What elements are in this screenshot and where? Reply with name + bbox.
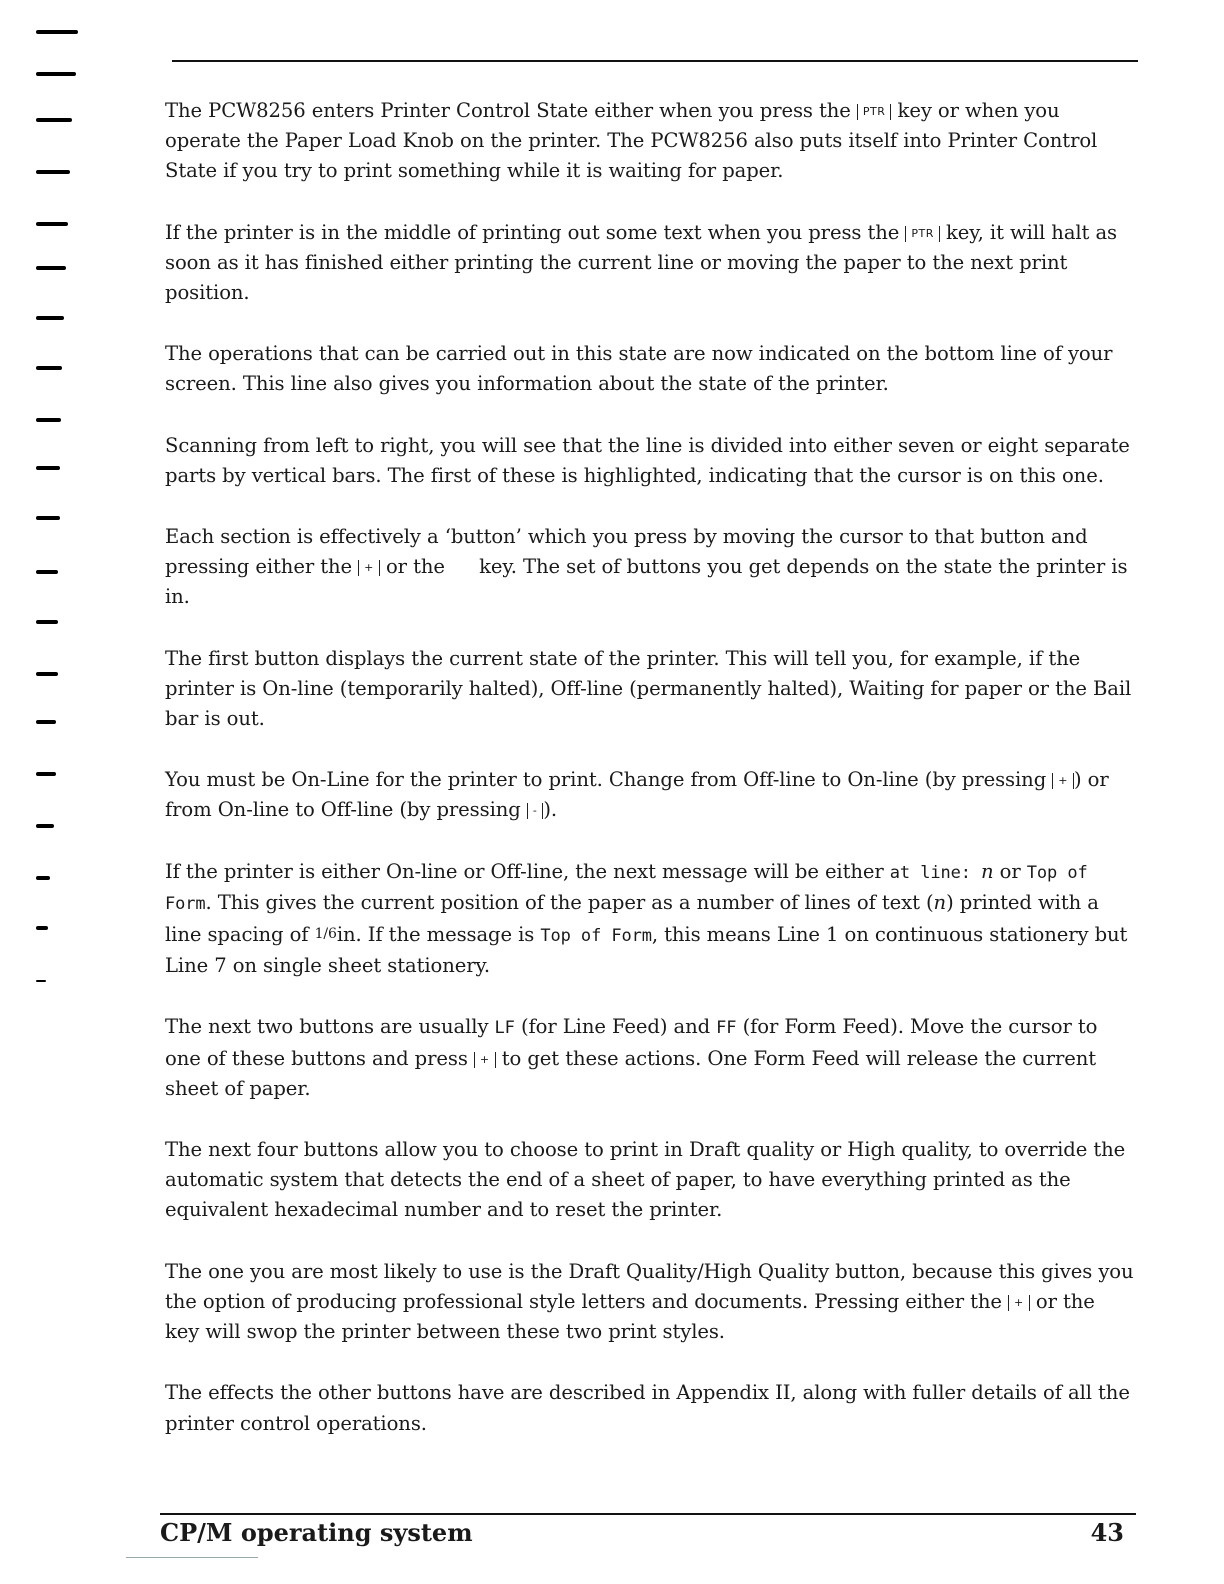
text-run: key or when you operate the Paper Load Knob on the printer. The PCW8256 also puts itself into Printer Control State if you try to print something while it is waiting for paper. xyxy=(165,99,1098,183)
variable-n: n xyxy=(933,890,947,914)
text-run: key will swop the printer between these two print styles. xyxy=(165,1320,725,1344)
text-run: The PCW8256 enters Printer Control State either when you press the xyxy=(165,99,857,122)
body-text xyxy=(165,96,1135,1470)
text-run: ). xyxy=(543,798,557,822)
key-cap: + xyxy=(474,1052,496,1068)
text-run: If the printer is in the middle of printing out some text when you press the xyxy=(165,220,906,244)
key-cap: + xyxy=(358,560,380,576)
paragraph-p4 xyxy=(165,431,1135,491)
text-run: key. The set of buttons you get depends on the state the printer is in. xyxy=(165,555,1128,609)
page-number: 43 xyxy=(1090,1518,1124,1547)
text-run: The operations that can be carried out in this state are now indicated on the bottom line of your screen. This line also gives you information about the state of the printer. xyxy=(165,342,1113,396)
text-run: Scanning from left to right, you will see that the line is divided into either seven or eight separate parts by vertical bars. The first of these is highlighted, indicating that the cursor is on this one. xyxy=(165,433,1130,487)
text-run: The effects the other buttons have are described in Appendix II, along with fuller details of all the printer control operations. xyxy=(165,1381,1130,1435)
key-cap: PTR xyxy=(857,104,892,120)
text-run: in. If the message is xyxy=(336,923,541,947)
text-run: . This gives the current position of the paper as a number of lines of text ( xyxy=(205,890,934,914)
text-run: ) or from On-line to Off-line (by pressing xyxy=(165,768,1109,822)
paragraph-p3 xyxy=(165,339,1135,399)
text-run: If the printer is either On-line or Off-line, the next message will be either xyxy=(165,859,890,883)
screen-message: Top of Form xyxy=(540,926,652,947)
text-run: or the xyxy=(379,555,451,579)
paragraph-p7 xyxy=(165,765,1135,825)
paragraph-p12 xyxy=(165,1378,1135,1438)
paragraph-p5 xyxy=(165,522,1135,613)
text-run: (for Form Feed). Move the cursor to one of these buttons and press xyxy=(165,1015,1098,1070)
paragraph-p10 xyxy=(165,1135,1135,1226)
footer-underline xyxy=(126,1557,258,1558)
header-rule xyxy=(172,60,1138,62)
text-run: The next two buttons are usually xyxy=(165,1015,495,1039)
footer-rule xyxy=(160,1513,1136,1515)
key-cap: + xyxy=(1052,773,1074,789)
text-run: key, it will halt as soon as it has finished either printing the current line or moving the paper to the next print position. xyxy=(165,220,1118,305)
screen-message: Top of Form xyxy=(165,862,1088,914)
screen-message: at line: xyxy=(889,862,982,883)
screen-message: LF xyxy=(494,1018,515,1039)
text-run: The first button displays the current state of the printer. This will tell you, for example, if the printer is On-line (temporarily halted), Off-line (permanently halted), Waiting for paper or the Bail bar is out. xyxy=(165,646,1132,731)
screen-message: FF xyxy=(716,1018,737,1039)
footer-title: CP/M operating system xyxy=(160,1518,473,1547)
text-run: Each section is effectively a ‘button’ which you press by moving the cursor to that button and pressing either the xyxy=(165,525,1088,579)
paragraph-p6 xyxy=(165,644,1135,735)
text-run: The next four buttons allow you to choose to print in Draft quality or High quality, to override the automatic system that detects the end of a sheet of paper, to have everything printed as the equivalent hexadecimal number and to reset the printer. xyxy=(165,1138,1126,1222)
text-run: or xyxy=(993,859,1027,883)
text-run: The one you are most likely to use is the Draft Quality/High Quality button, because this gives you the option of producing professional style letters and documents. Pressing either the xyxy=(165,1259,1134,1313)
paragraph-p2 xyxy=(165,218,1135,309)
text-run: (for Line Feed) and xyxy=(514,1015,717,1039)
paragraph-p1 xyxy=(165,96,1135,187)
text-run: You must be On-Line for the printer to print. Change from Off-line to On-line (by pressing xyxy=(165,768,1053,792)
fraction: 1/6 xyxy=(314,926,337,943)
text-run: , this means Line 1 on continuous stationery but Line 7 on single sheet stationery. xyxy=(165,923,1128,978)
key-cap: + xyxy=(1008,1295,1030,1311)
variable-n: n xyxy=(981,859,994,883)
paragraph-p8 xyxy=(165,857,1135,982)
scan-edge-marks xyxy=(26,20,86,1020)
key-cap: PTR xyxy=(905,226,940,242)
text-run: to get these actions. One Form Feed will release the current sheet of paper. xyxy=(165,1046,1096,1100)
paragraph-p9 xyxy=(165,1012,1135,1104)
paragraph-p11 xyxy=(165,1257,1135,1348)
key-cap: - xyxy=(527,803,543,819)
text-run: or the xyxy=(1029,1289,1101,1313)
text-run: ) printed with a line spacing of xyxy=(165,890,1099,947)
